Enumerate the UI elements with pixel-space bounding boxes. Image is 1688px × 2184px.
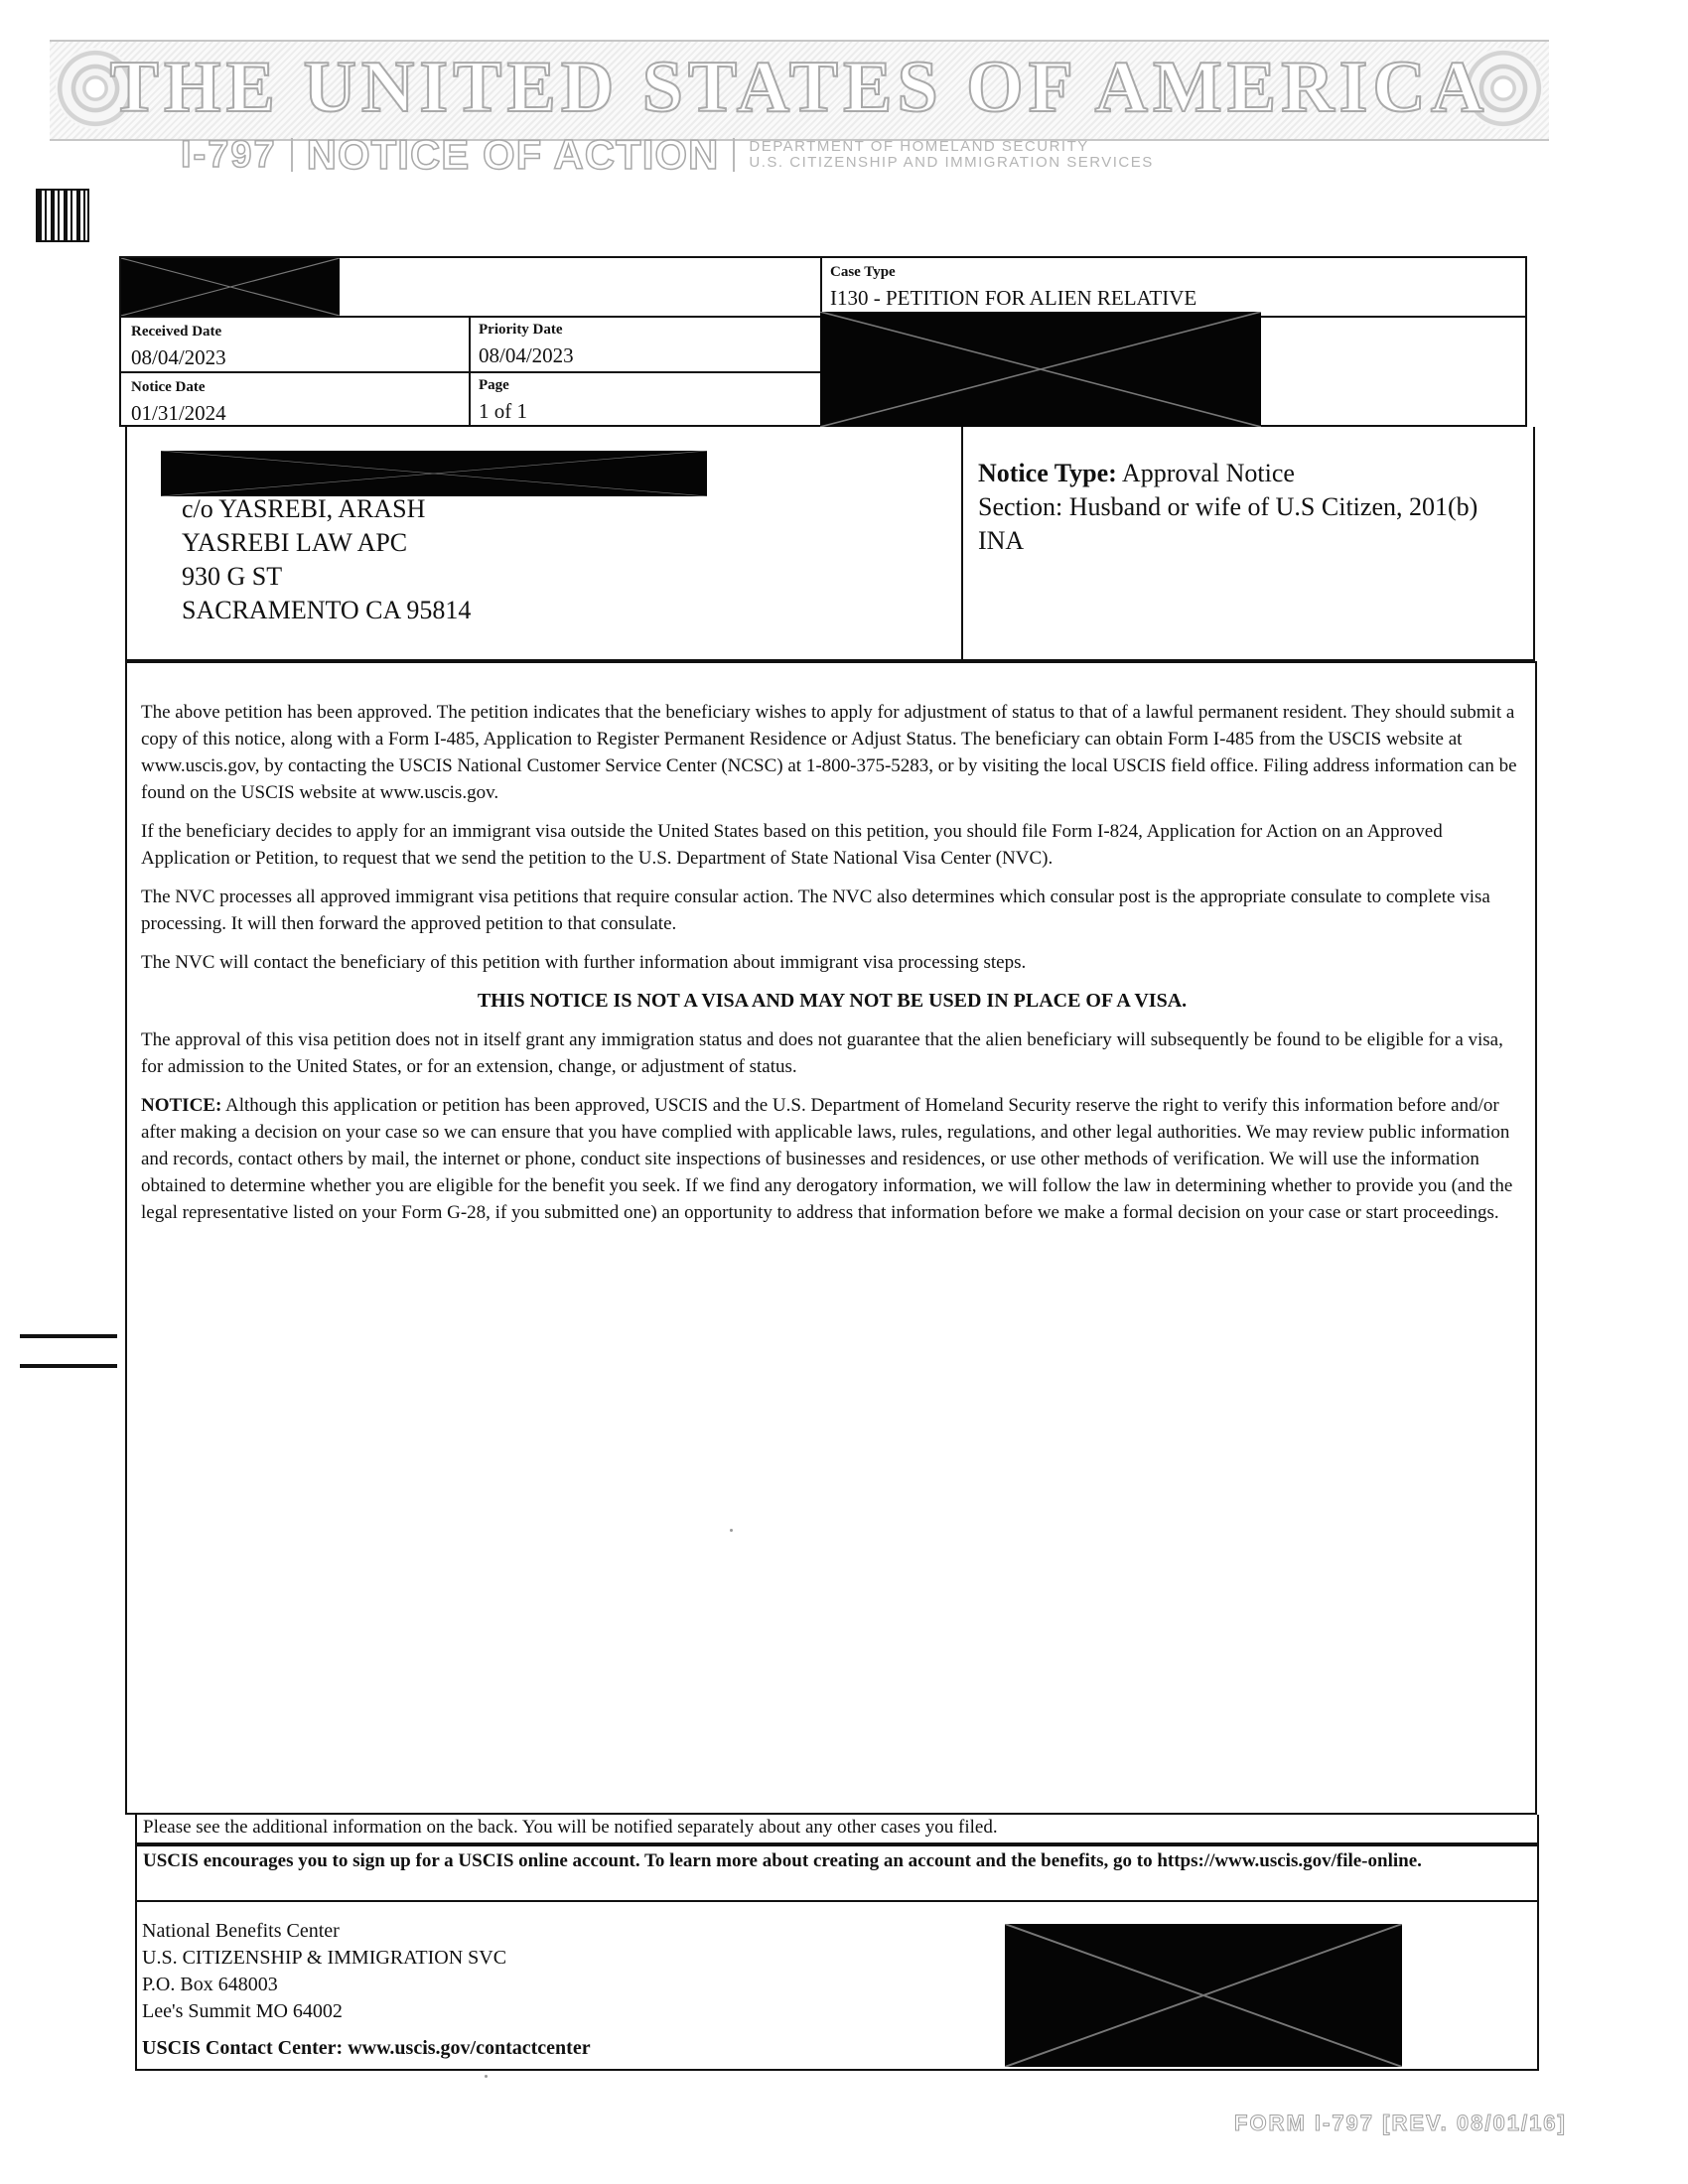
notice-date-value: 01/31/2024 bbox=[131, 401, 226, 425]
address-divider bbox=[961, 427, 963, 661]
body-paragraph: The NVC will contact the beneficiary of this petition with further information about immigrant visa processing steps. bbox=[141, 952, 1027, 973]
office-line: National Benefits Center bbox=[142, 1920, 340, 1942]
redaction-block bbox=[820, 312, 1261, 427]
body-paragraph: The above petition has been approved. The petition indicates that the beneficiary wishes to apply for adjustment of status to that of a lawful permanent resident. They should submit a copy of this notice, along with a Form I-485, Application to Register Permanent Residence or Adjust Status. The beneficiary can obtain Form I-485 from the USCIS website at www.uscis.gov, by contacting the USCIS National Customer Service Center (NCSC) at 1-800-375-5283, or by visiting the local USCIS field office. Filing address information can be found on the USCIS website at www.uscis.gov. bbox=[141, 702, 1517, 803]
notice-type-label: Notice Type: bbox=[978, 459, 1117, 487]
page-label: Page bbox=[479, 377, 509, 393]
grid-divider bbox=[119, 316, 822, 318]
header-banner bbox=[50, 40, 1549, 137]
online-account-notice: USCIS encourages you to sign up for a USCIS online account. To learn more about creating an account and the benefits, go to https://www.uscis.gov/file-online. bbox=[135, 1844, 1539, 1902]
notice-section: Section: Husband or wife of U.S Citizen, 201(b) INA bbox=[978, 492, 1478, 555]
form-title: NOTICE OF ACTION bbox=[306, 131, 720, 178]
page-value: 1 of 1 bbox=[479, 399, 527, 423]
redaction-block bbox=[121, 258, 340, 316]
additional-info-bar: Please see the additional information on the back. You will be notified separately about any other cases you filed. bbox=[135, 1815, 1539, 1844]
address-line: SACRAMENTO CA 95814 bbox=[182, 596, 472, 624]
office-address bbox=[142, 1918, 506, 2025]
margin-mark bbox=[20, 1364, 117, 1368]
office-line: Lee's Summit MO 64002 bbox=[142, 2000, 343, 2022]
contact-center: USCIS Contact Center: www.uscis.gov/contactcenter bbox=[142, 2037, 591, 2059]
scan-speck bbox=[485, 2075, 488, 2078]
banner-title: THE UNITED STATES OF AMERICA bbox=[109, 47, 1489, 128]
body-paragraph: The NVC processes all approved immigrant visa petitions that require consular action. The NVC also determines which consular post is the appropriate consulate to complete visa processing. It will then forward the approved petition to that consulate. bbox=[141, 887, 1490, 934]
divider bbox=[733, 138, 735, 172]
form-id: I-797 bbox=[181, 133, 277, 176]
notice-text: Although this application or petition has been approved, USCIS and the U.S. Department of Homeland Security reserve the right to verify this information before and/or after making a decision on your case so we can ensure that you have complied with applicable laws, rules, regulations, and other legal authorities. We may review public information and records, contact others by mail, the internet or phone, conduct site inspections of businesses and residences, or use other methods of verification. We will use the information obtained to determine whether you are eligible for the benefit you seek. If we find any derogatory information, we will follow the law in determining whether to provide you (and the legal representative listed on your Form G-28, if you submitted one) an opportunity to address that information before we make a formal decision on your case or start proceedings. bbox=[141, 1095, 1513, 1223]
body-paragraph: If the beneficiary decides to apply for an immigrant visa outside the United States based on this petition, you should file Form I-824, Application for Action on an Approved Application or Petition, to request that we send the petition to the U.S. Department of State National Visa Center (NVC). bbox=[141, 821, 1443, 869]
redaction-block bbox=[161, 451, 707, 496]
priority-date-label: Priority Date bbox=[479, 322, 563, 338]
visa-warning: THIS NOTICE IS NOT A VISA AND MAY NOT BE USED IN PLACE OF A VISA. bbox=[477, 990, 1188, 1012]
mailing-address bbox=[182, 492, 471, 627]
notice-date-label: Notice Date bbox=[131, 379, 206, 395]
address-line: YASREBI LAW APC bbox=[182, 528, 408, 557]
department-block bbox=[749, 139, 1153, 171]
body-paragraph: The approval of this visa petition does not in itself grant any immigration status and does not guarantee that the alien beneficiary will subsequently be found to be eligible for a visa, for admission to the United States, or for an extension, change, or adjustment of status. bbox=[141, 1029, 1503, 1077]
notice-type-value: Approval Notice bbox=[1121, 459, 1295, 487]
department-line1: DEPARTMENT OF HOMELAND SECURITY bbox=[749, 138, 1089, 155]
office-line: P.O. Box 648003 bbox=[142, 1974, 278, 1995]
redaction-block bbox=[1005, 1924, 1402, 2067]
form-revision: FORM I-797 [REV. 08/01/16] bbox=[1234, 2111, 1567, 2135]
notice-paragraph bbox=[141, 1092, 1523, 1226]
margin-marks bbox=[20, 1334, 117, 1374]
case-type-label: Case Type bbox=[830, 264, 896, 280]
margin-mark bbox=[20, 1334, 117, 1338]
notice-label: NOTICE: bbox=[141, 1095, 222, 1116]
scan-speck bbox=[730, 1529, 733, 1532]
grid-divider bbox=[119, 371, 822, 373]
priority-date-value: 08/04/2023 bbox=[479, 343, 574, 367]
divider bbox=[291, 138, 293, 172]
office-line: U.S. CITIZENSHIP & IMMIGRATION SVC bbox=[142, 1947, 507, 1969]
datamatrix-barcode-icon bbox=[36, 189, 89, 242]
address-line: c/o YASREBI, ARASH bbox=[182, 494, 426, 523]
form-subheader bbox=[181, 131, 1154, 181]
notice-type-block bbox=[978, 457, 1519, 558]
department-line2: U.S. CITIZENSHIP AND IMMIGRATION SERVICES bbox=[749, 154, 1154, 171]
received-date-value: 08/04/2023 bbox=[131, 345, 226, 369]
case-type-value: I130 - PETITION FOR ALIEN RELATIVE bbox=[830, 286, 1197, 310]
received-date-label: Received Date bbox=[131, 324, 222, 340]
notice-body bbox=[141, 699, 1523, 1238]
address-line: 930 G ST bbox=[182, 562, 283, 591]
